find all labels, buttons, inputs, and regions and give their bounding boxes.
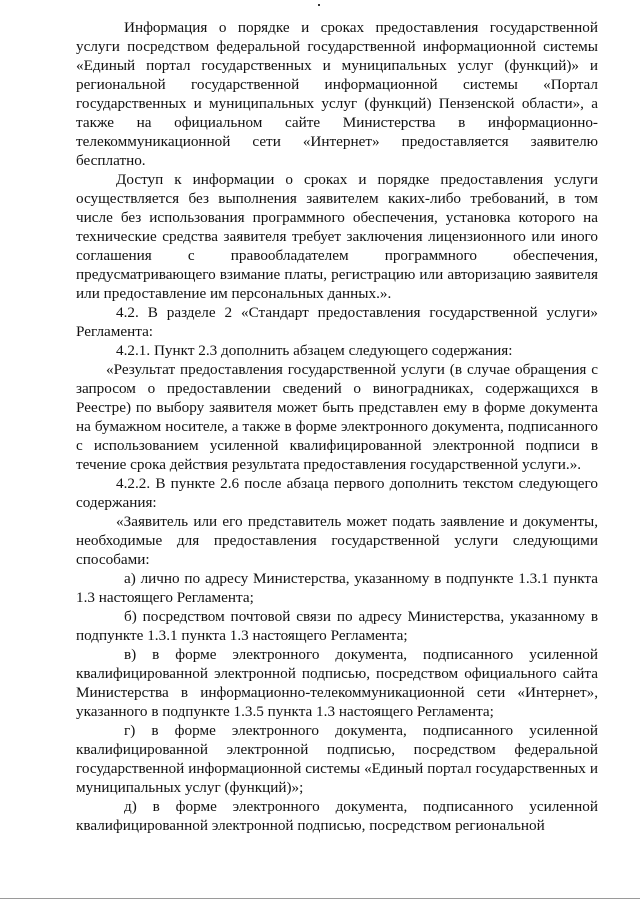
- list-item-v: в) в форме электронного документа, подписанного усиленной квалифицированной электронной подписью, посредством официального сайта Министерства в информационно-телекоммуникационной сети «Интернет», указанного в подпункте 1.3.5 пункта 1.3 настоящего Регламента;: [76, 646, 598, 720]
- list-item-d: д) в форме электронного документа, подписанного усиленной квалифицированной электронной подписью, посредством региональной: [76, 798, 598, 834]
- paragraph-info-free: Информация о порядке и сроках предоставления государственной услуги посредством федеральной государственной информационной системы «Единый портал государственных и муниципальных услуг (функций)» и региональной государственной информационной системы «Портал государственных и муниципальных услуг (функций) Пензенской области», а также на официальном сайте Министерства в информационно-телекоммуникационной сети «Интернет» предоставляется заявителю бесплатно.: [76, 19, 598, 169]
- paragraph-4-2: 4.2. В разделе 2 «Стандарт предоставления государственной услуги» Регламента:: [76, 304, 598, 340]
- paragraph-access: Доступ к информации о сроках и порядке предоставления услуги осуществляется без выполнения заявителем каких-либо требований, в том числе без использования программного обеспечения, установка которого на технические средства заявителя требует заключения лицензионного или иного соглашения с правообладателем программного обеспечения, предусматривающего взимание платы, регистрацию или авторизацию заявителя или предоставление им персональных данных.».: [76, 171, 598, 302]
- paragraph-4-2-2: 4.2.2. В пункте 2.6 после абзаца первого дополнить текстом следующего содержания:: [76, 475, 598, 511]
- list-item-a: а) лично по адресу Министерства, указанному в подпункте 1.3.1 пункта 1.3 настоящего Регламента;: [76, 570, 598, 606]
- paragraph-applicant-quote: «Заявитель или его представитель может подать заявление и документы, необходимые для предоставления государственной услуги следующими способами:: [76, 513, 598, 568]
- list-item-g: г) в форме электронного документа, подписанного усиленной квалифицированной электронной подписью, посредством федеральной государственной информационной системы «Единый портал государственных и муниципальных услуг (функций)»;: [76, 722, 598, 796]
- page-bottom-edge: [0, 898, 640, 899]
- paragraph-result-quote: «Результат предоставления государственной услуги (в случае обращения с запросом о предоставлении сведений о виноградниках, содержащихся в Реестре) по выбору заявителя может быть представлен ему в форме документа на бумажном носителе, а также в форме электронного документа, подписанного с использованием усиленной квалифицированной электронной подписи в течение срока действия результата предоставления государственной услуги.».: [76, 361, 598, 473]
- list-item-b: б) посредством почтовой связи по адресу Министерства, указанному в подпункте 1.3.1 пункта 1.3 настоящего Регламента;: [76, 608, 598, 644]
- paragraph-4-2-1: 4.2.1. Пункт 2.3 дополнить абзацем следующего содержания:: [116, 342, 513, 359]
- scan-mark: [318, 4, 320, 6]
